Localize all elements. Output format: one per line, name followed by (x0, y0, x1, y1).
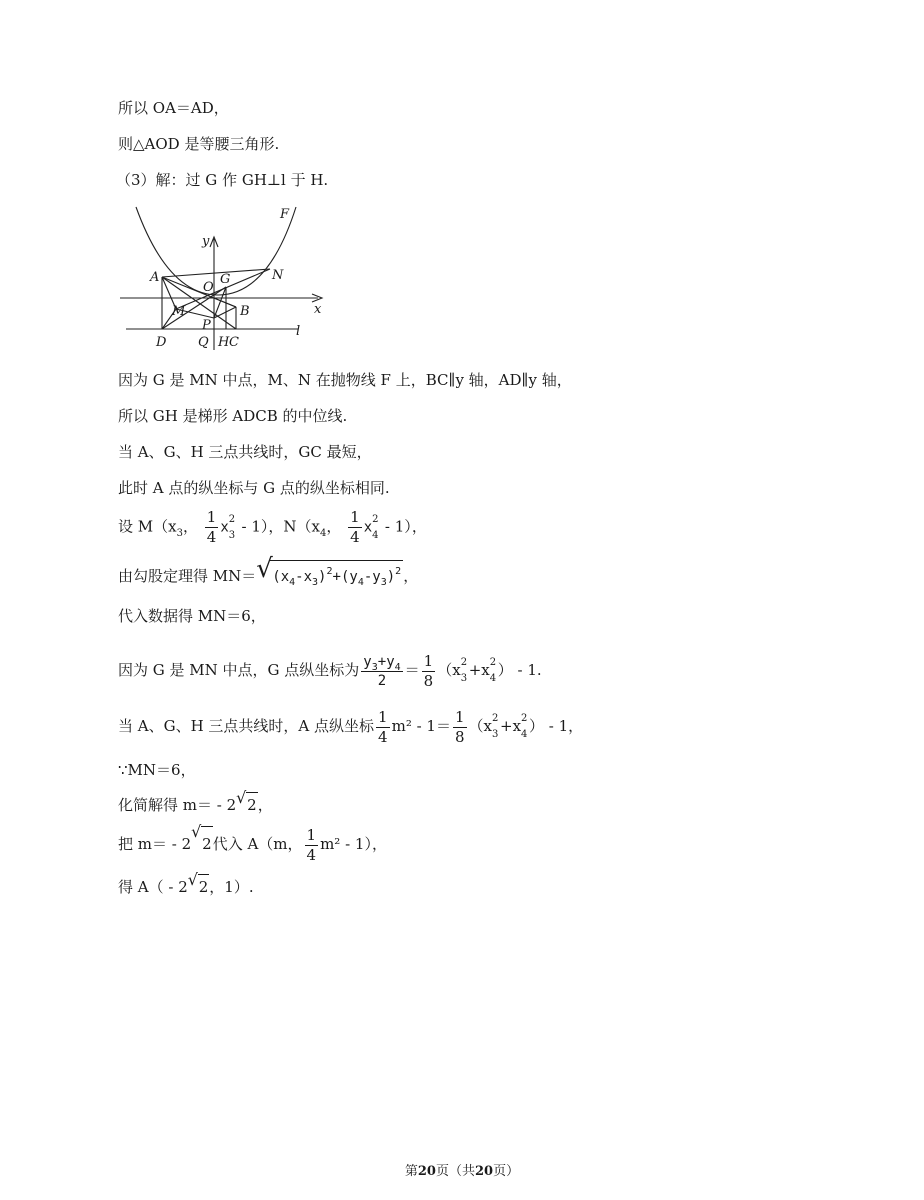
label-m: M (172, 304, 186, 319)
page-footer: 第20页（共20页） (404, 1164, 520, 1179)
label-q: Q (198, 335, 209, 350)
line-result-a: 得 A（ - 2 √ 2，1）. (118, 874, 254, 898)
label-c: C (229, 335, 239, 350)
label-y: y (202, 234, 210, 249)
label-o: O (203, 280, 214, 295)
line-solve-m: 化简解得 m＝ - 2 √ 2， (118, 792, 273, 816)
line-plug-m: 把 m＝ - 2 √ 2代入 A（m， $\frac{1}{4}$ m² - 1）， (118, 822, 387, 864)
frac-eighth-2: $\frac{1}{8}$ (454, 707, 465, 746)
sqrt-two-1: √ 2 (236, 792, 258, 817)
frac-quarter-1: $\frac{1}{4}$ (206, 508, 217, 546)
label-a: A (150, 270, 160, 285)
label-n: N (272, 268, 284, 283)
line-pythagoras: 由勾股定理得 MN＝ √ $(x_4-x_3)^2+(y_4-y_3)^2$ ， (118, 560, 418, 588)
line-midpoint: 因为 G 是 MN 中点，M、N 在抛物线 F 上，BC∥y 轴，AD∥y 轴， (118, 371, 572, 389)
sqrt-mn: √ $(x_4-x_3)^2+(y_4-y_3)^2$ (256, 560, 403, 593)
line-a-ordinate: 当 A、G、H 三点共线时，A 点纵坐标 $\frac{1}{4}$ m² - 1＝ $\frac{1}{8}$ （x 2 3 +x 2 4 ） - 1， (118, 707, 584, 746)
frac-eighth-1: $\frac{1}{8}$ (423, 651, 434, 690)
line-collinear: 当 A、G、H 三点共线时，GC 最短， (118, 443, 372, 461)
line-set-mn: 设 $M(x_3$， $\frac{1}{4}$ x 2 3 - 1），$N(x_4$， $\frac{1}{4}$ x 2 4 - 1）， (118, 508, 427, 546)
label-x: x (314, 302, 322, 317)
frac-y3y4: $\frac{y_3+y_4}{2}$ (363, 653, 401, 689)
line-substitute: 代入数据得 MN＝6， (118, 607, 266, 625)
page-number: 20 (417, 1164, 436, 1179)
frac-quarter-3: $\frac{1}{4}$ (378, 707, 388, 746)
label-h: H (218, 335, 230, 350)
label-d: D (156, 335, 167, 350)
sqrt-two-2: √ 2 (191, 826, 213, 861)
label-p: P (202, 318, 211, 333)
sqrt-two-3: √ 2 (188, 874, 210, 899)
page-total: 20 (475, 1164, 494, 1179)
line-isosceles: 则△AOD 是等腰三角形. (118, 135, 280, 153)
line-oa-ad: 所以 OA＝AD， (118, 99, 229, 117)
line-same-ordinate: 此时 A 点的纵坐标与 G 点的纵坐标相同. (118, 479, 390, 497)
line-median: 所以 GH 是梯形 ADCB 的中位线. (118, 407, 348, 425)
segment-ob (214, 298, 236, 307)
label-g: G (220, 272, 231, 287)
label-l: l (296, 324, 301, 339)
line-because-mn: ∵MN＝6， (118, 761, 196, 779)
frac-quarter-4: $\frac{1}{4}$ (306, 825, 317, 864)
label-f: F (280, 207, 290, 222)
label-b: B (240, 304, 250, 319)
frac-quarter-2: $\frac{1}{4}$ (350, 508, 360, 546)
line-part3: （3）解：过 G 作 GH⊥l 于 H. (116, 171, 329, 189)
parabola-figure (118, 205, 338, 355)
line-g-ordinate: 因为 G 是 MN 中点，G 点纵坐标为 $\frac{y_3+y_4}{2}$ ＝ $\frac{1}{8}$ （x 2 3 +x 2 4 ） - 1. (118, 651, 542, 690)
